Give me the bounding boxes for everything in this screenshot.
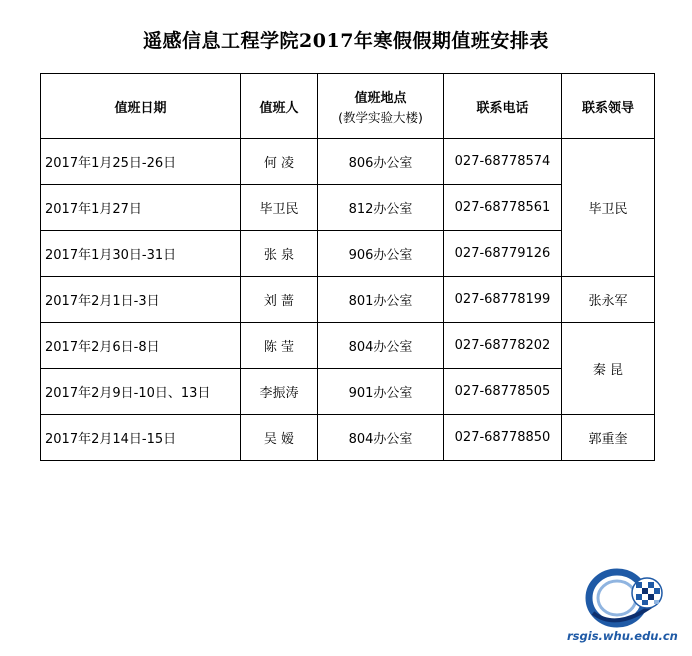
- header-date: 值班日期: [41, 74, 241, 139]
- table-row: [41, 277, 655, 323]
- leader-cell: 郭重奎: [562, 415, 655, 461]
- date-cell: 2017年1月30日-31日: [41, 231, 241, 277]
- phone-cell: 027-68778202: [444, 323, 562, 369]
- duty-schedule-table: [40, 73, 655, 461]
- location-cell: 804办公室: [318, 415, 444, 461]
- person-cell: 张 泉: [241, 231, 318, 277]
- phone-cell: 027-68778505: [444, 369, 562, 415]
- header-location-sub: (教学实验大楼): [338, 109, 423, 125]
- person-cell: 毕卫民: [241, 185, 318, 231]
- person-cell: 李振涛: [241, 369, 318, 415]
- location-cell: 901办公室: [318, 369, 444, 415]
- date-cell: 2017年1月27日: [41, 185, 241, 231]
- page-title: 遥感信息工程学院2017年寒假假期值班安排表: [143, 30, 549, 52]
- globe-logo-icon: [567, 565, 677, 629]
- leader-cell: 毕卫民: [562, 139, 655, 277]
- date-cell: 2017年2月14日-15日: [41, 415, 241, 461]
- school-logo[interactable]: [567, 565, 677, 650]
- date-cell: 2017年1月25日-26日: [41, 139, 241, 185]
- location-cell: 806办公室: [318, 139, 444, 185]
- table-row: [41, 415, 655, 461]
- phone-cell: 027-68779126: [444, 231, 562, 277]
- phone-cell: 027-68778850: [444, 415, 562, 461]
- date-cell: 2017年2月1日-3日: [41, 277, 241, 323]
- phone-cell: 027-68778561: [444, 185, 562, 231]
- person-cell: 何 凌: [241, 139, 318, 185]
- table-row: [41, 139, 655, 185]
- location-cell: 812办公室: [318, 185, 444, 231]
- phone-cell: 027-68778574: [444, 139, 562, 185]
- header-location-label: 值班地点: [354, 90, 407, 106]
- location-cell: 801办公室: [318, 277, 444, 323]
- table-row: [41, 323, 655, 369]
- table-header-row: [41, 74, 655, 139]
- phone-cell: 027-68778199: [444, 277, 562, 323]
- date-cell: 2017年2月9日-10日、13日: [41, 369, 241, 415]
- location-cell: 906办公室: [318, 231, 444, 277]
- header-person: 值班人: [241, 74, 318, 139]
- header-leader: 联系领导: [562, 74, 655, 139]
- person-cell: 刘 蔷: [241, 277, 318, 323]
- leader-cell: 秦 昆: [562, 323, 655, 415]
- logo-url-text[interactable]: rsgis.whu.edu.cn: [567, 629, 678, 643]
- header-phone: 联系电话: [444, 74, 562, 139]
- person-cell: 陈 莹: [241, 323, 318, 369]
- leader-cell: 张永军: [562, 277, 655, 323]
- header-location: [318, 74, 444, 139]
- person-cell: 吴 嫒: [241, 415, 318, 461]
- location-cell: 804办公室: [318, 323, 444, 369]
- date-cell: 2017年2月6日-8日: [41, 323, 241, 369]
